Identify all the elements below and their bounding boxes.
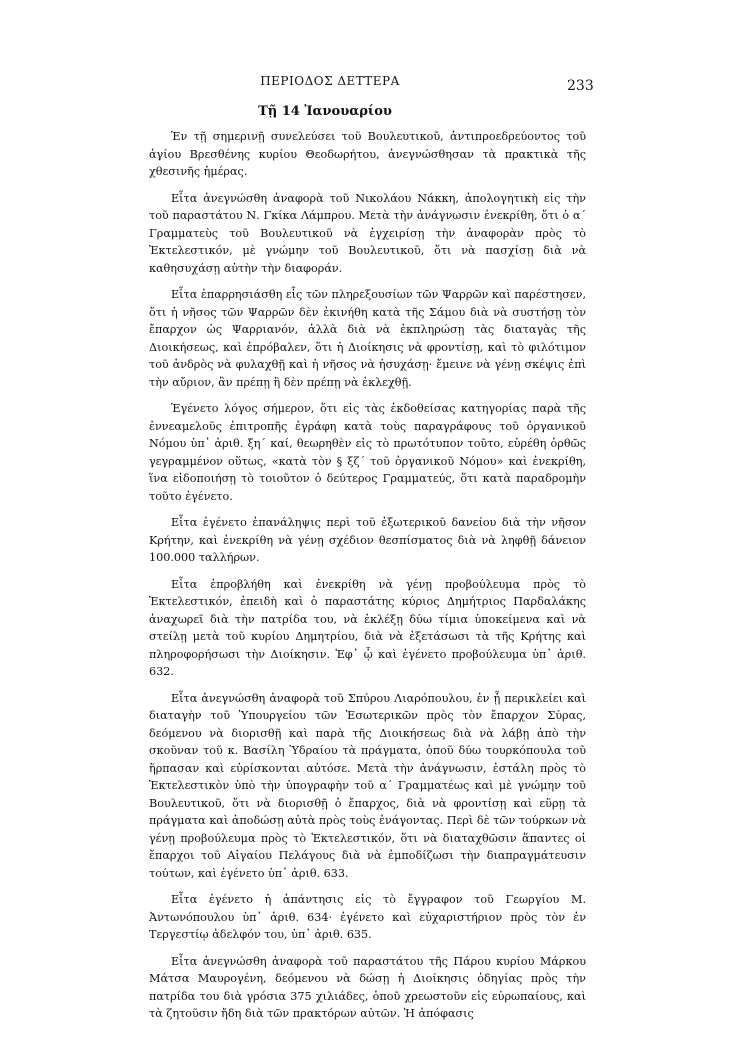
paragraph: Ἐν τῇ σημερινῇ συνελεύσει τοῦ Βουλευτικοῦ, ἀντιπροεδρεύοντος τοῦ ἁγίου Βρεσθένης κυρίου Θεοδωρήτου, ἀνεγνώσθησαν τὰ πρακτικὰ τῆς χθεσινῆς ἡμέρας. — [149, 130, 586, 178]
paragraph: Εἶτα ἀνεγνώσθη ἀναφορὰ τοῦ Νικολάου Νάκκη, ἀπολογητικὴ εἰς τὴν τοῦ παραστάτου Ν. Γκίκα Λάμπρου. Μετὰ τὴν ἀνάγνωσιν ἐνεκρίθη, ὅτι ὁ α΄ Γραμματεὺς τοῦ Βουλευτικοῦ νὰ ἐγχειρίσῃ τὴν ἀναφορὰν πρὸς τὸ Ἐκτελεστικόν, μὲ γνώμην τοῦ Βουλευτικοῦ, ὅτι νὰ πασχίσῃ διὰ νὰ καθησυχάσῃ αὐτὴν τὴν διαφοράν. — [149, 191, 586, 275]
running-header-title: ΠΕΡΙΟΔΟΣ ΔΕΤΤΕΡΑ — [260, 74, 400, 88]
body-text — [149, 128, 586, 1032]
paragraph: Εἶτα ἀνεγνώσθη ἀναφορὰ τοῦ Σπύρου Λιαρόπουλου, ἐν ᾗ περικλείει καὶ διαταγὴν τοῦ Ὑπουργείου τῶν Ἐσωτερικῶν πρὸς τὸν ἔπαρχον Σύρας, δεόμενου νὰ διορισθῇ καὶ παρὰ τῆς Διοικήσεως διὰ νὰ λάβῃ ἀπὸ τὴν σκοῦναν τοῦ κ. Βασίλη Ὑδραίου τὰ πράγματα, ὁποῦ δύω τουρκόπουλα τοῦ ἥρπασαν καὶ εὑρίσκονται αὐτόσε. Μετὰ τὴν ἀνάγνωσιν, ἐστάλη πρὸς τὸ Ἐκτελεστικὸν ὑπὸ τὴν ὑπογραφὴν τοῦ α΄ Γραμματέως καὶ μὲ γνώμην τοῦ Βουλευτικοῦ, ὅτι νὰ διορισθῇ ὁ ἔπαρχος, διὰ νὰ φροντίσῃ καὶ εὕρῃ τὰ πράγματα καὶ ἀποδώσῃ αὐτὰ πρὸς τοὺς ἐνάγοντας. Περὶ δὲ τῶν τούρκων νὰ γένῃ προβούλευμα πρὸς τὸ Ἐκτελεστικόν, ὅτι νὰ διαταχθῶσιν ἅπαντες οἱ ἔπαρχοι τοῦ Αἰγαίου Πελάγους διὰ νὰ ἐμποδίζωσι τὴν διαπραγμάτευσιν τούτων, καὶ ἐγένετο ὑπ᾽ ἀριθ. 633. — [149, 691, 586, 880]
paragraph: Εἶτα ἀνεγνώσθη ἀναφορὰ τοῦ παραστάτου τῆς Πάρου κυρίου Μάρκου Μάτσα Μαυρογένη, δεόμενου νὰ δώσῃ ἡ Διοίκησις ὁδηγίας πρὸς τὴν πατρίδα του διὰ γρόσια 375 χιλιάδες, ὁποῦ χρεωστοῦν εἰς εὐρωπαίους, καὶ τὰ ζητοῦσιν ἤδη διὰ τῶν πρακτόρων αὐτῶν. Ἡ ἀπόφασις — [149, 954, 586, 1020]
paragraph: Εἶτα ἐγένετο ἐπανάληψις περὶ τοῦ ἐξωτερικοῦ δανείου διὰ τὴν νῆσον Κρήτην, καὶ ἐνεκρίθη νὰ γένῃ σχέδιον θεσπίσματος διὰ νὰ ληφθῇ δάνειον 100.000 ταλλήρων. — [149, 516, 586, 564]
paragraph: Εἶτα ἐπαρρησιάσθη εἷς τῶν πληρεξουσίων τῶν Ψαρρῶν καὶ παρέστησεν, ὅτι ἡ νῆσος τῶν Ψαρρῶν δὲν ἐκινήθη κατὰ τῆς Σάμου διὰ νὰ συστήσῃ τὸν ἔπαρχον ὡς Ψαρριανόν, ἀλλὰ διὰ νὰ ἐκπληρώσῃ τὰς διαταγὰς τῆς Διοικήσεως, καὶ ἐπρόβαλεν, ὅτι ἡ Διοίκησις νὰ φροντίσῃ, καὶ τὸ φιλότιμον τοῦ ἀνδρὸς νὰ φυλαχθῇ καὶ ἡ νῆσος νὰ ἡσυχάσῃ· ἔμεινε νὰ γένῃ σκέψις ἐπὶ τὴν αὔριον, ἂν πρέπῃ ἢ δὲν πρέπῃ νὰ ἐκλεχθῇ. — [149, 288, 586, 389]
paragraph: Εἶτα ἐγένετο ἡ ἀπάντησις εἰς τὸ ἔγγραφον τοῦ Γεωργίου Μ. Ἀντωνόπουλου ὑπ᾽ ἀριθ. 634· ἐγένετο καὶ εὐχαριστήριον πρὸς τὸν ἐν Τεργεστίῳ ἀδελφόν του, ὑπ᾽ ἀριθ. 635. — [149, 893, 586, 941]
paragraph: Ἐγένετο λόγος σήμερον, ὅτι εἰς τὰς ἐκδοθείσας κατηγορίας παρὰ τῆς ἐννεαμελοῦς ἐπιτροπῆς ἐγράφη κατὰ τοὺς παραγράφους τοῦ ὀργανικοῦ Νόμου ὑπ᾽ ἀριθ. ξη΄ καί, θεωρηθὲν εἰς τὸ πρωτότυπον τοῦτο, εὑρέθη ὀρθῶς γεγραμμένον οὕτως, «κατὰ τὸν § ξζ΄ τοῦ ὀργανικοῦ Νόμου» καὶ ἐνεκρίθη, ἵνα εἰδοποιήσῃ τὸ τοιοῦτον ὁ δεύτερος Γραμματεύς, ὅτι κατὰ παραδρομὴν τοῦτο ἐγένετο. — [149, 402, 586, 503]
section-heading: Τῇ 14 Ἰανουαρίου — [258, 104, 392, 119]
paragraph: Εἶτα ἐπροβλήθη καὶ ἐνεκρίθη νὰ γένῃ προβούλευμα πρὸς τὸ Ἐκτελεστικόν, ἐπειδὴ καὶ ὁ παραστάτης κύριος Δημήτριος Παρδαλάκης ἀναχωρεῖ διὰ τὴν πατρίδα του, νὰ ἐκλέξῃ δύω τίμια ὑποκείμενα καὶ νὰ στείλῃ μετὰ τοῦ κυρίου Δημητρίου, διὰ νὰ ἐξετάσωσι τὰ τῆς Κρήτης καὶ πληροφορήσωσι τὴν Διοίκησιν. Ἐφ᾽ ᾧ καὶ ἐγένετο προβούλευμα ὑπ᾽ ἀριθ. 632. — [149, 577, 586, 678]
page-number: 233 — [567, 78, 594, 94]
